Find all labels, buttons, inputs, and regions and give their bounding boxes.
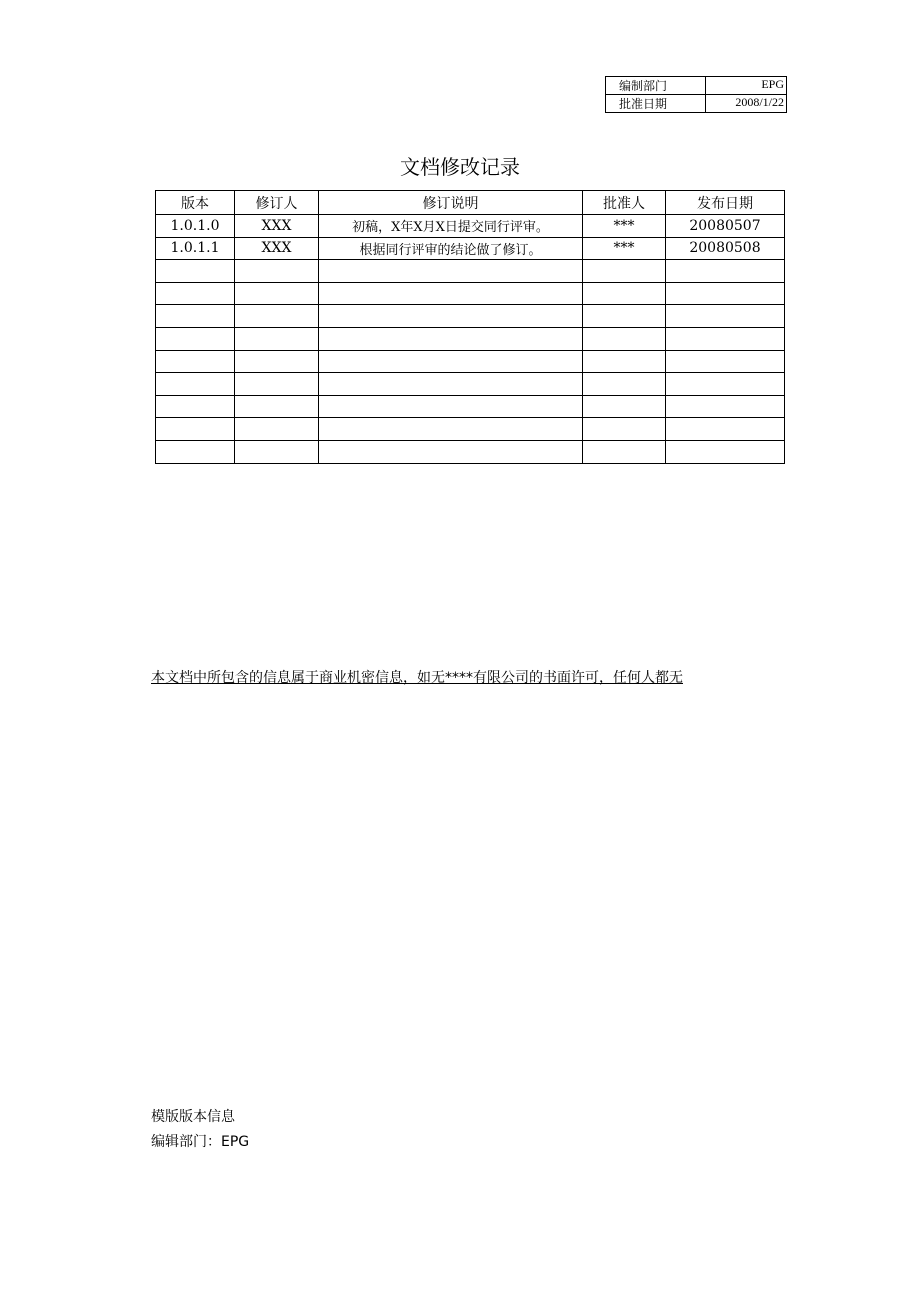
- cell-approver: [583, 440, 666, 463]
- cell-release-date: [666, 282, 785, 305]
- cell-release-date: [666, 395, 785, 418]
- cell-release-date: [666, 440, 785, 463]
- cell-release-date: 20080507: [666, 215, 785, 238]
- page-title: 文档修改记录: [400, 155, 520, 179]
- template-info-heading: 模版版本信息: [151, 1109, 235, 1125]
- table-row: [156, 215, 785, 238]
- template-version-info: [151, 1105, 249, 1155]
- column-header-release-date: 发布日期: [666, 191, 785, 215]
- column-header-reviser: 修订人: [235, 191, 319, 215]
- table-row: [156, 350, 785, 373]
- table-row: [156, 395, 785, 418]
- approval-date-value: 2008/1/22: [706, 95, 787, 113]
- cell-description: [319, 260, 583, 283]
- cell-reviser: XXX: [235, 237, 319, 260]
- cell-release-date: [666, 260, 785, 283]
- cell-reviser: XXX: [235, 215, 319, 238]
- cell-approver: [583, 305, 666, 328]
- table-row: [156, 373, 785, 396]
- table-row: [156, 260, 785, 283]
- dept-label: 编制部门: [606, 77, 706, 95]
- cell-version: [156, 282, 235, 305]
- cell-description: 根据同行评审的结论做了修订。: [319, 237, 583, 260]
- cell-release-date: [666, 327, 785, 350]
- cell-release-date: 20080508: [666, 237, 785, 260]
- cell-reviser: [235, 327, 319, 350]
- cell-reviser: [235, 440, 319, 463]
- cell-release-date: [666, 350, 785, 373]
- cell-reviser: [235, 395, 319, 418]
- document-meta-table: [605, 76, 787, 113]
- cell-description: [319, 440, 583, 463]
- cell-version: [156, 418, 235, 441]
- cell-description: 初稿，X年X月X日提交同行评审。: [319, 215, 583, 238]
- cell-version: [156, 305, 235, 328]
- cell-approver: [583, 327, 666, 350]
- cell-approver: [583, 418, 666, 441]
- cell-approver: [583, 282, 666, 305]
- table-row: [156, 440, 785, 463]
- cell-description: [319, 305, 583, 328]
- dept-value: EPG: [706, 77, 787, 95]
- cell-approver: [583, 260, 666, 283]
- meta-row-date: [606, 95, 787, 113]
- cell-version: [156, 373, 235, 396]
- table-row: [156, 418, 785, 441]
- table-row: [156, 305, 785, 328]
- cell-description: [319, 373, 583, 396]
- table-header-row: [156, 191, 785, 215]
- cell-description: [319, 282, 583, 305]
- cell-approver: ***: [583, 237, 666, 260]
- cell-reviser: [235, 305, 319, 328]
- cell-reviser: [235, 373, 319, 396]
- cell-version: 1.0.1.0: [156, 215, 235, 238]
- approval-date-label: 批准日期: [606, 95, 706, 113]
- column-header-version: 版本: [156, 191, 235, 215]
- cell-description: [319, 418, 583, 441]
- cell-version: [156, 260, 235, 283]
- cell-description: [319, 327, 583, 350]
- cell-version: 1.0.1.1: [156, 237, 235, 260]
- cell-approver: [583, 350, 666, 373]
- revision-history-table: [155, 190, 785, 464]
- cell-release-date: [666, 305, 785, 328]
- table-row: [156, 282, 785, 305]
- cell-release-date: [666, 418, 785, 441]
- confidentiality-notice: 本文档中所包含的信息属于商业机密信息，如无****有限公司的书面许可，任何人都无: [151, 670, 683, 686]
- cell-description: [319, 395, 583, 418]
- cell-reviser: [235, 260, 319, 283]
- meta-row-dept: [606, 77, 787, 95]
- cell-reviser: [235, 282, 319, 305]
- cell-reviser: [235, 418, 319, 441]
- cell-approver: ***: [583, 215, 666, 238]
- table-row: [156, 237, 785, 260]
- cell-version: [156, 327, 235, 350]
- cell-description: [319, 350, 583, 373]
- cell-version: [156, 395, 235, 418]
- column-header-approver: 批准人: [583, 191, 666, 215]
- template-info-dept: 编辑部门：EPG: [151, 1134, 250, 1150]
- cell-approver: [583, 395, 666, 418]
- column-header-description: 修订说明: [319, 191, 583, 215]
- cell-approver: [583, 373, 666, 396]
- cell-version: [156, 440, 235, 463]
- cell-reviser: [235, 350, 319, 373]
- cell-release-date: [666, 373, 785, 396]
- cell-version: [156, 350, 235, 373]
- table-row: [156, 327, 785, 350]
